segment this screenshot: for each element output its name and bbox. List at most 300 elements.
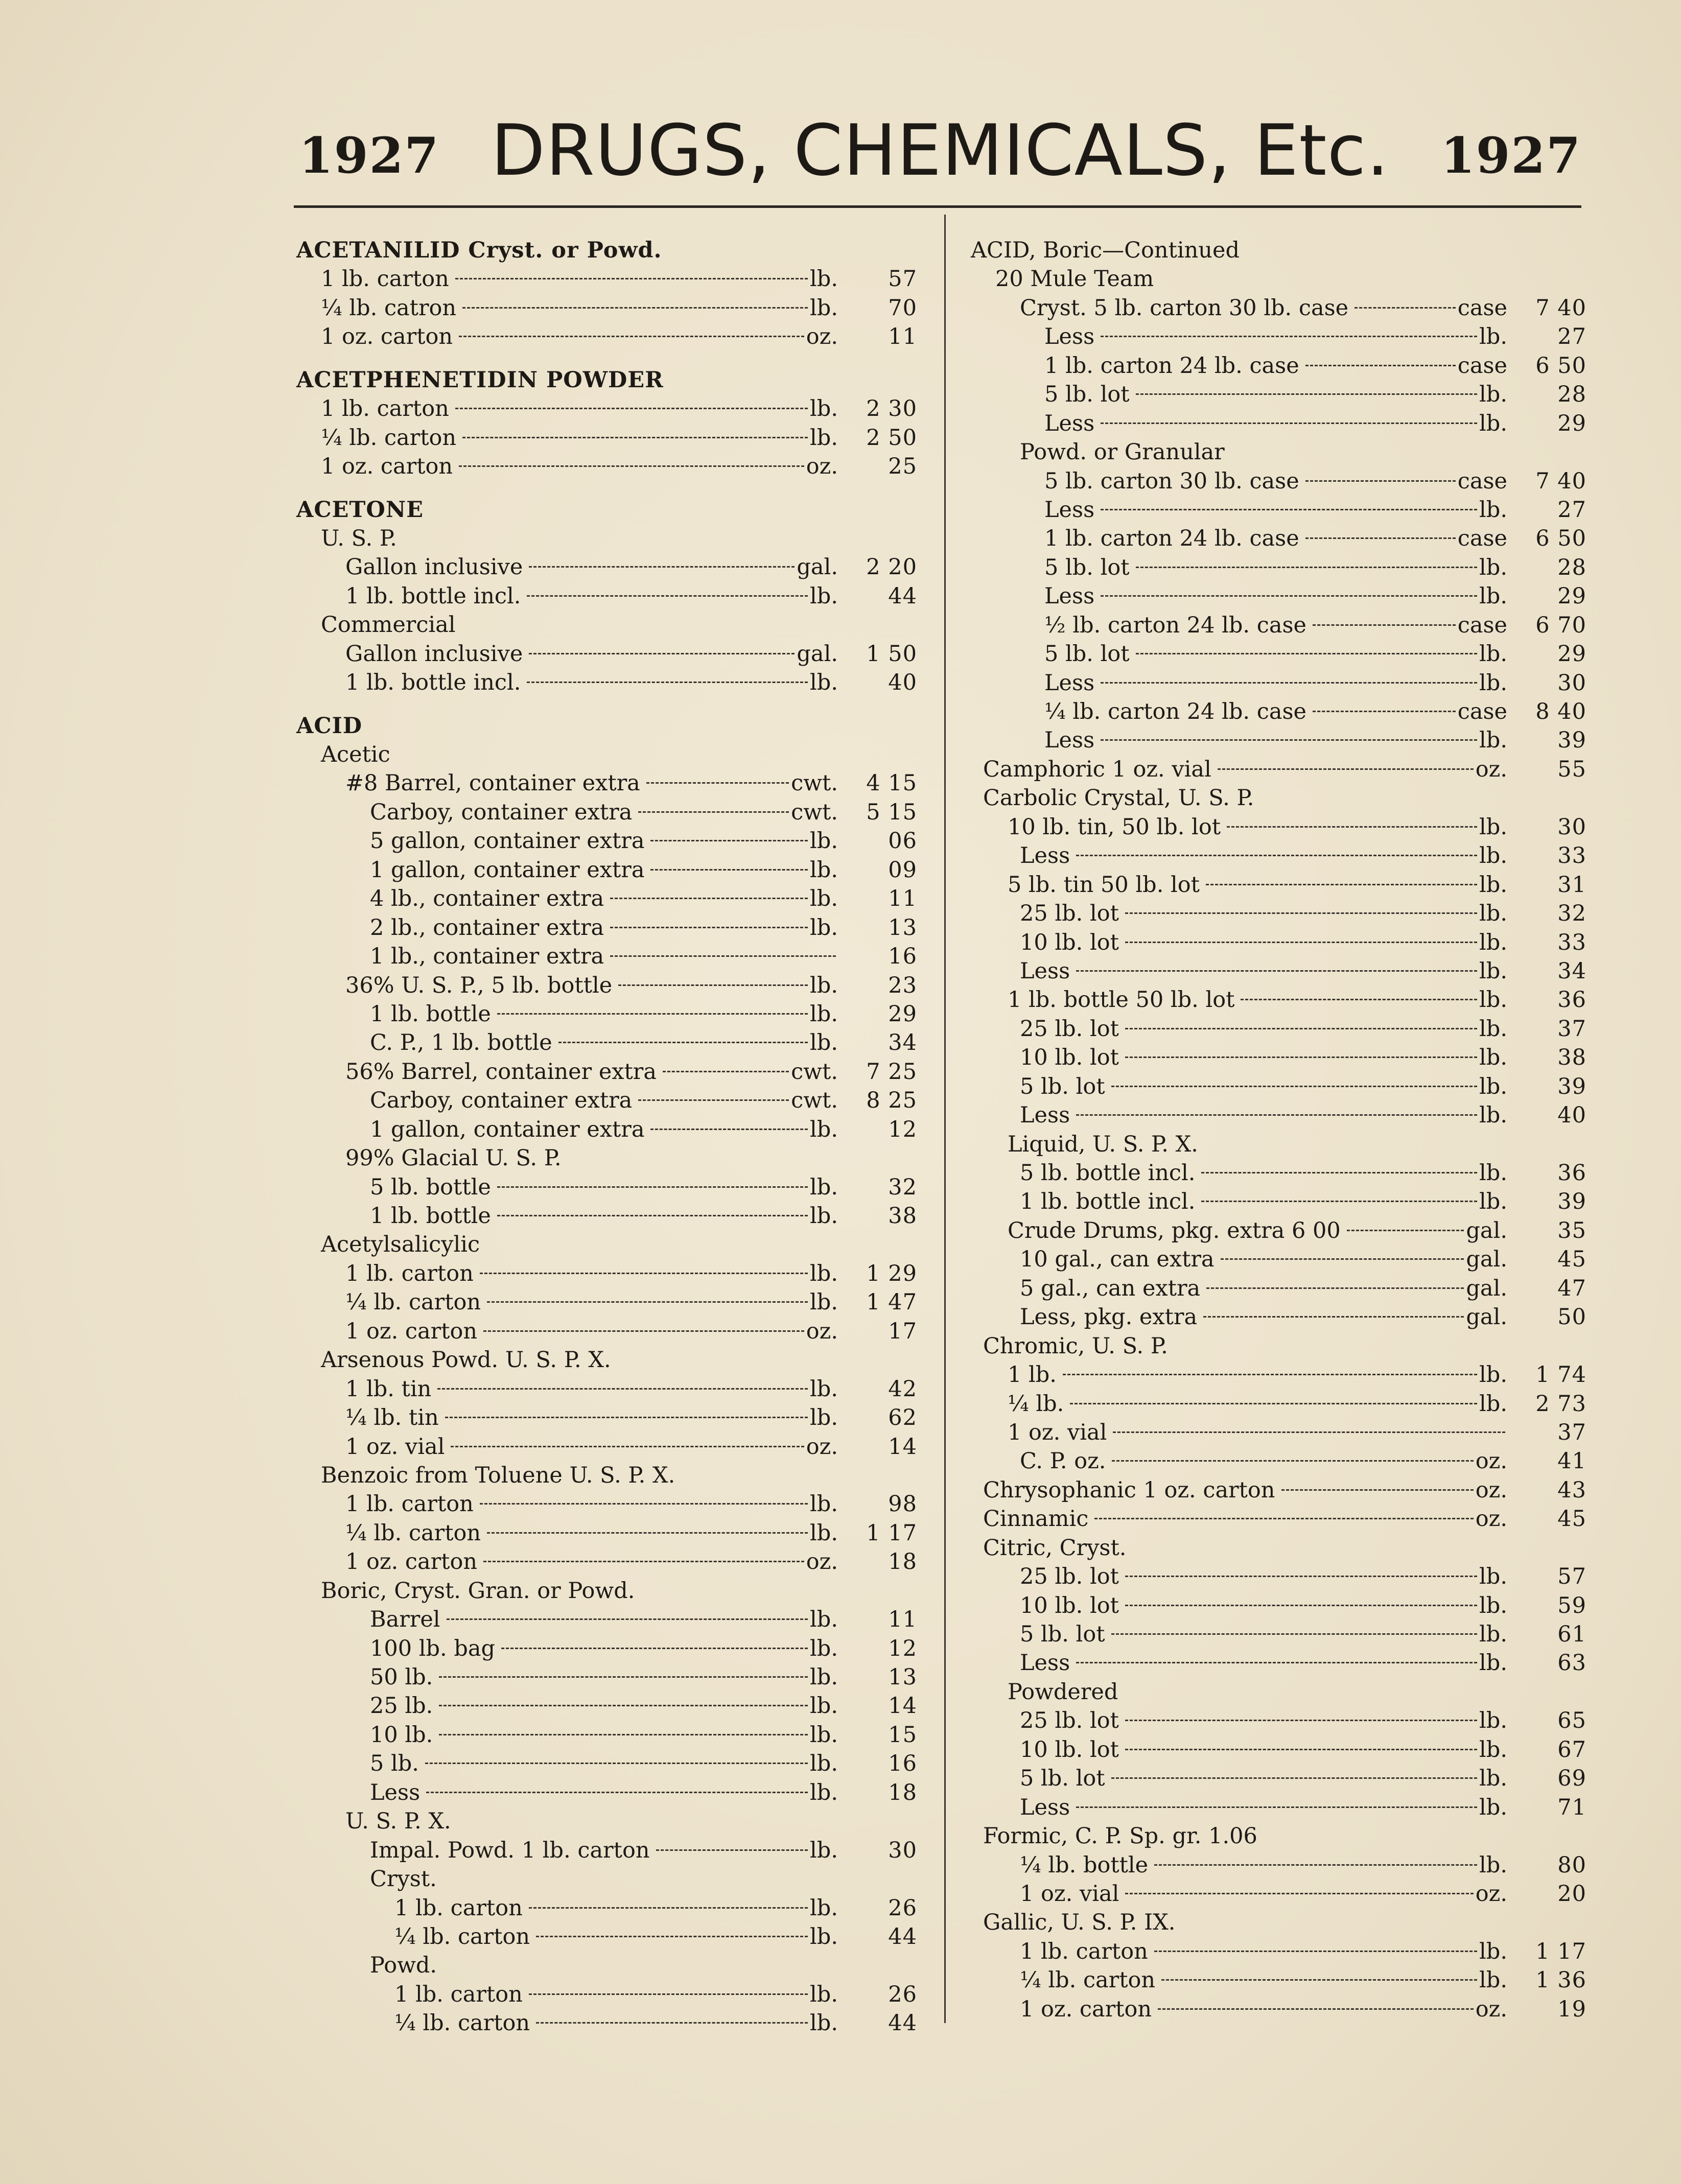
item-description: 5 gallon, container extra: [370, 828, 645, 854]
item-unit: lb.: [1479, 929, 1507, 955]
item-price: 32: [1557, 901, 1586, 927]
item-unit: lb.: [810, 1923, 838, 1950]
dot-leader: [1113, 1431, 1505, 1433]
item-unit: oz.: [806, 324, 838, 350]
item-description: Less, pkg. extra: [1020, 1304, 1198, 1330]
item-price: 44: [888, 583, 917, 609]
item-description: 5 lb. carton 30 lb. case: [1044, 468, 1299, 494]
item-unit: lb.: [1479, 1650, 1507, 1676]
price-list-line: [971, 1476, 1586, 1505]
dot-leader: [439, 1705, 808, 1706]
dot-leader: [1111, 1777, 1477, 1779]
item-unit: lb.: [810, 1260, 838, 1286]
item-price: 14: [888, 1434, 917, 1460]
price-list-line: [296, 1490, 917, 1518]
item-unit: lb.: [1479, 1592, 1507, 1618]
item-price: 20: [1557, 1881, 1586, 1907]
dot-leader: [650, 869, 808, 871]
item-price: 45: [1557, 1247, 1586, 1273]
section-heading: [296, 712, 917, 740]
dot-leader: [1125, 1605, 1477, 1606]
price-list-line: [971, 1360, 1586, 1389]
price-list-line: [296, 1028, 917, 1057]
item-description: C. P. oz.: [1020, 1448, 1106, 1474]
price-list-line: [296, 1230, 917, 1259]
item-price: 65: [1557, 1708, 1586, 1734]
item-description: Carboy, container extra: [370, 799, 633, 825]
item-unit: oz.: [806, 1434, 838, 1460]
price-list-line: [296, 1577, 917, 1605]
item-price: 6 70: [1535, 612, 1586, 638]
item-unit: case: [1457, 295, 1507, 321]
price-list-line: [296, 1202, 917, 1230]
dot-leader: [1076, 970, 1477, 972]
item-price: 63: [1557, 1650, 1586, 1676]
item-price: 40: [1557, 1102, 1586, 1129]
item-price: 11: [888, 324, 917, 350]
item-description: 10 lb. lot: [1020, 1045, 1119, 1071]
item-price: 33: [1557, 843, 1586, 869]
dot-leader: [1305, 365, 1456, 366]
price-list-line: [296, 668, 917, 697]
item-price: 1 47: [866, 1289, 917, 1316]
item-unit: lb.: [810, 1203, 838, 1229]
price-list-line: [971, 496, 1586, 524]
item-unit: gal.: [797, 554, 838, 580]
item-unit: lb.: [1479, 1102, 1507, 1129]
item-price: 39: [1557, 727, 1586, 754]
header-year-right: 1927: [1440, 127, 1581, 184]
item-price: 35: [1557, 1217, 1586, 1243]
price-list-line: [971, 1101, 1586, 1130]
price-list-line: [296, 582, 917, 610]
dot-leader: [638, 1099, 789, 1101]
price-list-line: [971, 1390, 1586, 1418]
item-description: ¼ lb. carton: [321, 425, 457, 451]
item-unit: cwt.: [791, 770, 838, 796]
price-list-line: [971, 784, 1586, 812]
dot-leader: [1281, 1489, 1474, 1491]
item-description: ¼ lb. tin: [345, 1405, 439, 1431]
item-description: 99% Glacial U. S. P.: [345, 1145, 562, 1171]
item-description: Gallon inclusive: [345, 641, 523, 667]
item-price: 98: [888, 1491, 917, 1517]
price-list-line: [971, 265, 1586, 293]
item-description: 20 Mule Team: [995, 266, 1154, 292]
dot-leader: [1076, 1806, 1477, 1808]
item-unit: oz.: [806, 1318, 838, 1344]
dot-leader: [1101, 595, 1477, 597]
item-description: 5 gal., can extra: [1020, 1275, 1201, 1301]
item-description: 1 lb. bottle incl.: [345, 583, 521, 609]
item-price: 13: [888, 1664, 917, 1690]
item-unit: lb.: [810, 1520, 838, 1546]
item-description: ¼ lb. carton: [394, 2010, 530, 2036]
item-description: Arsenous Powd. U. S. P. X.: [321, 1347, 611, 1373]
item-price: 29: [1557, 641, 1586, 667]
item-unit: oz.: [806, 1549, 838, 1575]
item-price: 1 74: [1535, 1362, 1586, 1388]
dot-leader: [497, 1186, 808, 1188]
item-price: 39: [1557, 1073, 1586, 1099]
item-unit: lb.: [1479, 1073, 1507, 1099]
price-list-line: [296, 942, 917, 971]
item-price: 12: [888, 1116, 917, 1142]
right-column: [971, 236, 1586, 2024]
price-list-line: [971, 1534, 1586, 1562]
item-price: 8 40: [1535, 699, 1586, 724]
item-unit: lb.: [1479, 410, 1507, 436]
price-list-line: [971, 985, 1586, 1014]
section-heading: [296, 496, 917, 524]
item-description: Formic, C. P. Sp. gr. 1.06: [983, 1823, 1257, 1849]
item-unit: lb.: [1479, 1852, 1507, 1878]
item-description: 1 lb. bottle incl.: [1020, 1189, 1196, 1215]
dot-leader: [1111, 1633, 1477, 1635]
item-description: Less: [1044, 727, 1095, 754]
item-description: ACETPHENETIDIN POWDER: [296, 367, 664, 393]
dot-leader: [1111, 1086, 1477, 1087]
price-list-line: [296, 2009, 917, 2037]
price-list-line: [296, 553, 917, 581]
dot-leader: [527, 595, 808, 597]
price-list-line: [971, 582, 1586, 610]
section-heading: [296, 366, 917, 394]
dot-leader: [536, 2022, 808, 2024]
item-unit: lb.: [810, 583, 838, 609]
dot-leader: [529, 653, 795, 654]
item-description: Chromic, U. S. P.: [983, 1333, 1168, 1359]
item-description: Acetylsalicylic: [321, 1232, 480, 1258]
price-list-line: [296, 1547, 917, 1576]
price-list-line: [296, 1663, 917, 1692]
item-price: 23: [888, 972, 917, 998]
item-description: 4 lb., container extra: [370, 886, 604, 912]
price-list-line: [971, 1851, 1586, 1880]
price-list-line: [296, 1461, 917, 1490]
item-price: 12: [888, 1635, 917, 1661]
item-unit: lb.: [1479, 958, 1507, 984]
item-description: Impal. Powd. 1 lb. carton: [370, 1837, 650, 1863]
item-description: C. P., 1 lb. bottle: [370, 1030, 552, 1056]
item-price: 61: [1557, 1622, 1586, 1647]
price-list-line: [971, 697, 1586, 726]
item-unit: oz.: [1475, 1477, 1507, 1503]
item-unit: lb.: [1479, 872, 1507, 898]
item-unit: lb.: [1479, 1189, 1507, 1215]
item-description: Less: [1020, 1794, 1070, 1820]
item-unit: lb.: [1479, 1564, 1507, 1590]
section-heading: [296, 236, 917, 265]
price-list-line: [296, 1865, 917, 1893]
item-price: 45: [1557, 1506, 1586, 1532]
item-description: 1 lb. carton 24 lb. case: [1044, 353, 1299, 379]
item-description: 1 lb. bottle: [370, 1203, 491, 1229]
item-price: 4 15: [866, 770, 917, 796]
item-description: 1 gallon, container extra: [370, 1116, 645, 1142]
item-unit: case: [1457, 526, 1507, 552]
dot-leader: [425, 1763, 808, 1764]
dot-leader: [1203, 1316, 1464, 1318]
item-unit: lb.: [1479, 324, 1507, 350]
page-header: [294, 107, 1586, 194]
item-unit: lb.: [810, 1001, 838, 1027]
item-price: 1 29: [866, 1260, 917, 1286]
item-price: 6 50: [1535, 353, 1586, 379]
item-description: 1 oz. carton: [321, 454, 453, 480]
item-description: 25 lb.: [370, 1693, 433, 1719]
item-price: 41: [1557, 1448, 1586, 1474]
price-list-line: [296, 798, 917, 827]
item-price: 30: [1557, 670, 1586, 696]
left-column: [296, 236, 917, 2038]
item-price: 2 73: [1535, 1391, 1586, 1417]
price-list-line: [296, 640, 917, 668]
item-description: 1 lb. carton: [321, 396, 449, 422]
section-gap: [296, 351, 917, 366]
price-list-line: [971, 1072, 1586, 1101]
item-price: 1 36: [1535, 1967, 1586, 1993]
dot-leader: [455, 278, 808, 279]
item-unit: lb.: [1479, 727, 1507, 754]
price-list-line: [296, 1375, 917, 1403]
dot-leader: [1070, 1403, 1477, 1404]
item-description: 1 oz. vial: [1020, 1881, 1119, 1907]
item-description: ¼ lb.: [1008, 1391, 1064, 1417]
item-unit: lb.: [810, 1751, 838, 1777]
item-price: 06: [888, 828, 917, 854]
item-description: U. S. P.: [321, 525, 397, 551]
item-unit: lb.: [810, 295, 838, 321]
item-description: 1 lb. bottle 50 lb. lot: [1008, 987, 1235, 1013]
item-description: Less: [1044, 324, 1095, 350]
dot-leader: [663, 1071, 789, 1072]
dot-leader: [1313, 711, 1456, 712]
item-price: 42: [888, 1376, 917, 1402]
item-unit: case: [1457, 612, 1507, 638]
item-price: 1 17: [866, 1520, 917, 1546]
item-description: Cinnamic: [983, 1506, 1089, 1532]
item-description: 100 lb. bag: [370, 1635, 496, 1661]
dot-leader: [1112, 1460, 1473, 1462]
price-list-line: [296, 1980, 917, 2009]
item-price: 2 20: [866, 554, 917, 580]
item-unit: oz.: [1475, 1881, 1507, 1907]
item-unit: lb.: [810, 857, 838, 883]
price-list-line: [971, 1649, 1586, 1677]
dot-leader: [1221, 1258, 1464, 1260]
item-unit: lb.: [1479, 1016, 1507, 1042]
item-description: Less: [1020, 1650, 1070, 1676]
item-unit: lb.: [1479, 641, 1507, 667]
price-list-line: [971, 409, 1586, 438]
dot-leader: [610, 898, 808, 899]
dot-leader: [497, 1013, 808, 1015]
item-unit: lb.: [1479, 1708, 1507, 1734]
item-description: 10 lb.: [370, 1722, 433, 1748]
item-price: 62: [888, 1405, 917, 1431]
item-description: 1 lb. carton: [1020, 1938, 1148, 1964]
price-list-line: [971, 1303, 1586, 1331]
item-price: 28: [1557, 382, 1586, 408]
price-list-line: [971, 899, 1586, 928]
dot-leader: [480, 1503, 808, 1505]
dot-leader: [1305, 480, 1456, 482]
item-description: 1 lb. bottle: [370, 1001, 491, 1027]
dot-leader: [1201, 1201, 1477, 1202]
price-list-line: [971, 1130, 1586, 1159]
item-description: 1 lb. bottle incl.: [345, 670, 521, 696]
dot-leader: [483, 1561, 804, 1562]
item-price: 16: [888, 944, 917, 970]
item-description: Powd. or Granular: [1020, 439, 1225, 465]
item-unit: case: [1457, 353, 1507, 379]
item-description: 5 lb. lot: [1020, 1073, 1105, 1099]
item-unit: lb.: [810, 886, 838, 912]
price-list-line: [296, 1086, 917, 1115]
dot-leader: [1136, 567, 1477, 568]
price-list-line: [971, 1245, 1586, 1274]
price-list-line: [296, 1115, 917, 1144]
dot-leader: [1313, 624, 1456, 626]
price-list-line: [296, 265, 917, 293]
price-list-line: [971, 1332, 1586, 1360]
item-unit: oz.: [1475, 756, 1507, 782]
dot-leader: [1241, 999, 1477, 1000]
item-price: 50: [1557, 1304, 1586, 1330]
item-description: 5 lb. bottle incl.: [1020, 1160, 1196, 1186]
dot-leader: [1125, 942, 1477, 943]
item-price: 15: [888, 1722, 917, 1748]
item-price: 6 50: [1535, 526, 1586, 552]
dot-leader: [656, 1849, 808, 1851]
price-list-line: [296, 1317, 917, 1346]
dot-leader: [527, 682, 808, 683]
dot-leader: [610, 955, 836, 957]
item-unit: lb.: [1479, 901, 1507, 927]
item-unit: lb.: [1479, 814, 1507, 840]
item-price: 2 30: [866, 396, 917, 422]
price-list-line: [971, 1015, 1586, 1043]
item-unit: lb.: [1479, 1622, 1507, 1647]
price-list-line: [296, 1605, 917, 1634]
dot-leader: [459, 465, 804, 467]
price-list-line: [296, 424, 917, 452]
item-unit: lb.: [810, 1635, 838, 1661]
item-unit: lb.: [1479, 583, 1507, 609]
item-unit: case: [1457, 468, 1507, 494]
item-description: 1 lb. carton: [345, 1260, 474, 1286]
item-price: 28: [1557, 554, 1586, 580]
dot-leader: [1125, 1576, 1477, 1577]
dot-leader: [650, 840, 808, 841]
dot-leader: [455, 408, 808, 409]
item-price: 27: [1557, 324, 1586, 350]
dot-leader: [1076, 855, 1477, 856]
item-price: 26: [888, 1895, 917, 1921]
item-price: 27: [1557, 497, 1586, 523]
item-price: 09: [888, 857, 917, 883]
item-description: 1 lb. tin: [345, 1376, 432, 1402]
dot-leader: [1101, 739, 1477, 741]
item-price: 18: [888, 1779, 917, 1805]
price-list-line: [971, 1793, 1586, 1822]
dot-leader: [1347, 1230, 1464, 1231]
item-unit: lb.: [810, 396, 838, 422]
dot-leader: [459, 336, 804, 337]
dot-leader: [618, 984, 808, 986]
price-list-line: [296, 610, 917, 639]
item-price: 44: [888, 1923, 917, 1950]
item-description: Less: [1044, 410, 1095, 436]
price-list-line: [296, 884, 917, 913]
price-list-line: [296, 1807, 917, 1836]
item-description: Citric, Cryst.: [983, 1535, 1127, 1561]
item-unit: lb.: [1479, 1766, 1507, 1792]
dot-leader: [1154, 1951, 1477, 1952]
price-list-line: [296, 1432, 917, 1461]
item-price: 2 50: [866, 425, 917, 451]
item-price: 29: [888, 1001, 917, 1027]
price-list-line: [296, 971, 917, 1000]
dot-leader: [1076, 1114, 1477, 1116]
item-price: 31: [1557, 872, 1586, 898]
dot-leader: [1076, 1662, 1477, 1663]
item-price: 7 25: [866, 1059, 917, 1085]
dot-leader: [1227, 826, 1477, 828]
dot-leader: [1063, 1374, 1477, 1375]
item-description: 56% Barrel, container extra: [345, 1059, 657, 1085]
item-description: 5 lb. lot: [1044, 382, 1130, 408]
item-description: ¼ lb. bottle: [1020, 1852, 1149, 1878]
price-list-line: [296, 769, 917, 797]
price-list-line: [296, 1721, 917, 1749]
price-list-line: [971, 813, 1586, 841]
item-price: 1 50: [866, 641, 917, 667]
item-unit: lb.: [810, 1174, 838, 1200]
price-list-line: [971, 1966, 1586, 1994]
price-list-line: [971, 1822, 1586, 1850]
dot-leader: [536, 1936, 808, 1937]
item-unit: lb.: [810, 1722, 838, 1748]
item-unit: lb.: [810, 972, 838, 998]
item-description: 10 lb. lot: [1020, 929, 1119, 955]
item-unit: lb.: [810, 266, 838, 292]
item-description: Cryst.: [370, 1866, 437, 1892]
price-list-line: [971, 1620, 1586, 1649]
price-list-line: [971, 1159, 1586, 1187]
price-list-line: [296, 913, 917, 942]
item-description: 1 lb. carton: [394, 1981, 523, 2007]
price-list-line: [296, 1951, 917, 1980]
item-unit: lb.: [810, 1693, 838, 1719]
item-description: 1 gallon, container extra: [370, 857, 645, 883]
price-list-line: [296, 1519, 917, 1547]
price-list-line: [296, 322, 917, 351]
dot-leader: [1125, 1028, 1477, 1029]
item-unit: oz.: [1475, 1448, 1507, 1474]
header-rule: [294, 205, 1581, 208]
item-description: Liquid, U. S. P. X.: [1008, 1131, 1198, 1157]
dot-leader: [1101, 682, 1477, 684]
dot-leader: [487, 1301, 808, 1303]
item-description: Less: [1020, 1102, 1070, 1129]
item-description: 1 oz. vial: [1008, 1419, 1107, 1445]
price-list-line: [296, 1144, 917, 1172]
item-price: 39: [1557, 1189, 1586, 1215]
dot-leader: [1125, 912, 1477, 914]
item-unit: lb.: [1479, 1736, 1507, 1763]
